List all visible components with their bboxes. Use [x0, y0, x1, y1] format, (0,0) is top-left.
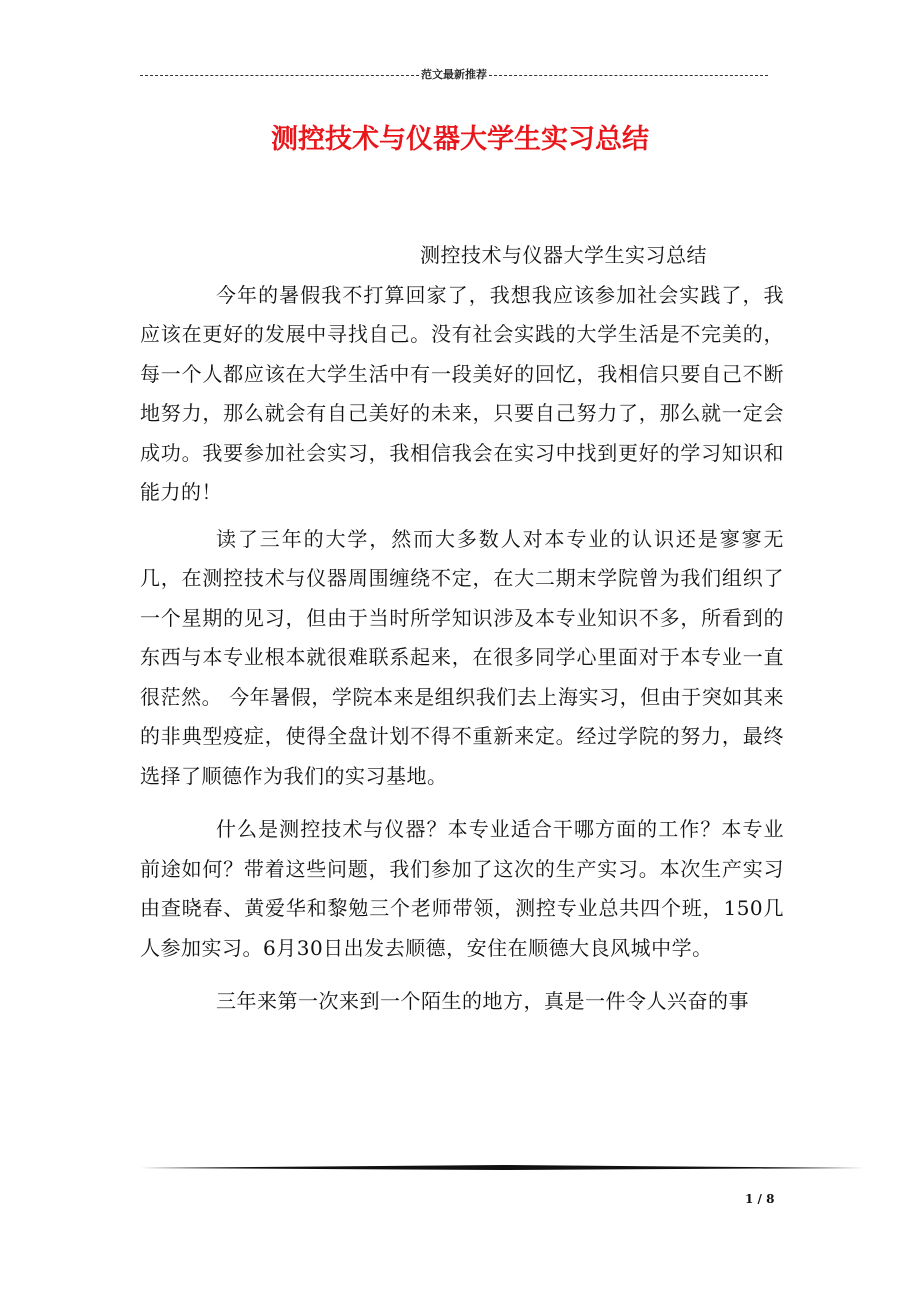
document-title: 测控技术与仪器大学生实习总结 [271, 124, 649, 155]
document-subtitle: 测控技术与仪器大学生实习总结 [420, 243, 707, 267]
page-number: 1 / 8 [745, 1192, 775, 1206]
page-header [140, 67, 768, 83]
paragraph: 读了三年的大学，然而大多数人对本专业的认识还是寥寥无几，在测控技术与仪器周围缠绕不定，在大二期末学院曾为我们组织了一个星期的见习，但由于当时所学知识涉及本专业知识不多，所看到的东西与本专业根本就很难联系起来，在很多同学心里面对于本专业一直很茫然。 今年暑假，学院本来是组织我们去上海实习，但由于突如其来的非典型疫症，使得全盘计划不得不重新来定。经过学院的努力，最终选择了顺德作为我们的实习基地。 [140, 526, 784, 788]
paragraph: 三年来第一次来到一个陌生的地方，真是一件令人兴奋的事 [216, 989, 749, 1013]
paragraph: 今年的暑假我不打算回家了，我想我应该参加社会实践了，我应该在更好的发展中寻找自己。没有社会实践的大学生活是不完美的，每一个人都应该在大学生活中有一段美好的回忆，我相信只要自己不断地努力，那么就会有自己美好的未来，只要自己努力了，那么就一定会成功。我要参加社会实习，我相信我会在实习中找到更好的学习知识和能力的！ [140, 282, 784, 504]
footer-rule [140, 1165, 864, 1170]
header-dash-left [140, 75, 419, 76]
paragraph: 什么是测控技术与仪器？本专业适合干哪方面的工作？本专业前途如何？带着这些问题，我们参加了这次的生产实习。本次生产实习由查晓春、黄爱华和黎勉三个老师带领，测控专业总共四个班，150几人参加实习。6月30日出发去顺德，安住在顺德大良风城中学。 [140, 817, 784, 960]
header-label: 范文最新推荐 [421, 68, 487, 81]
document-body [140, 236, 784, 1022]
header-dash-right [489, 75, 768, 76]
